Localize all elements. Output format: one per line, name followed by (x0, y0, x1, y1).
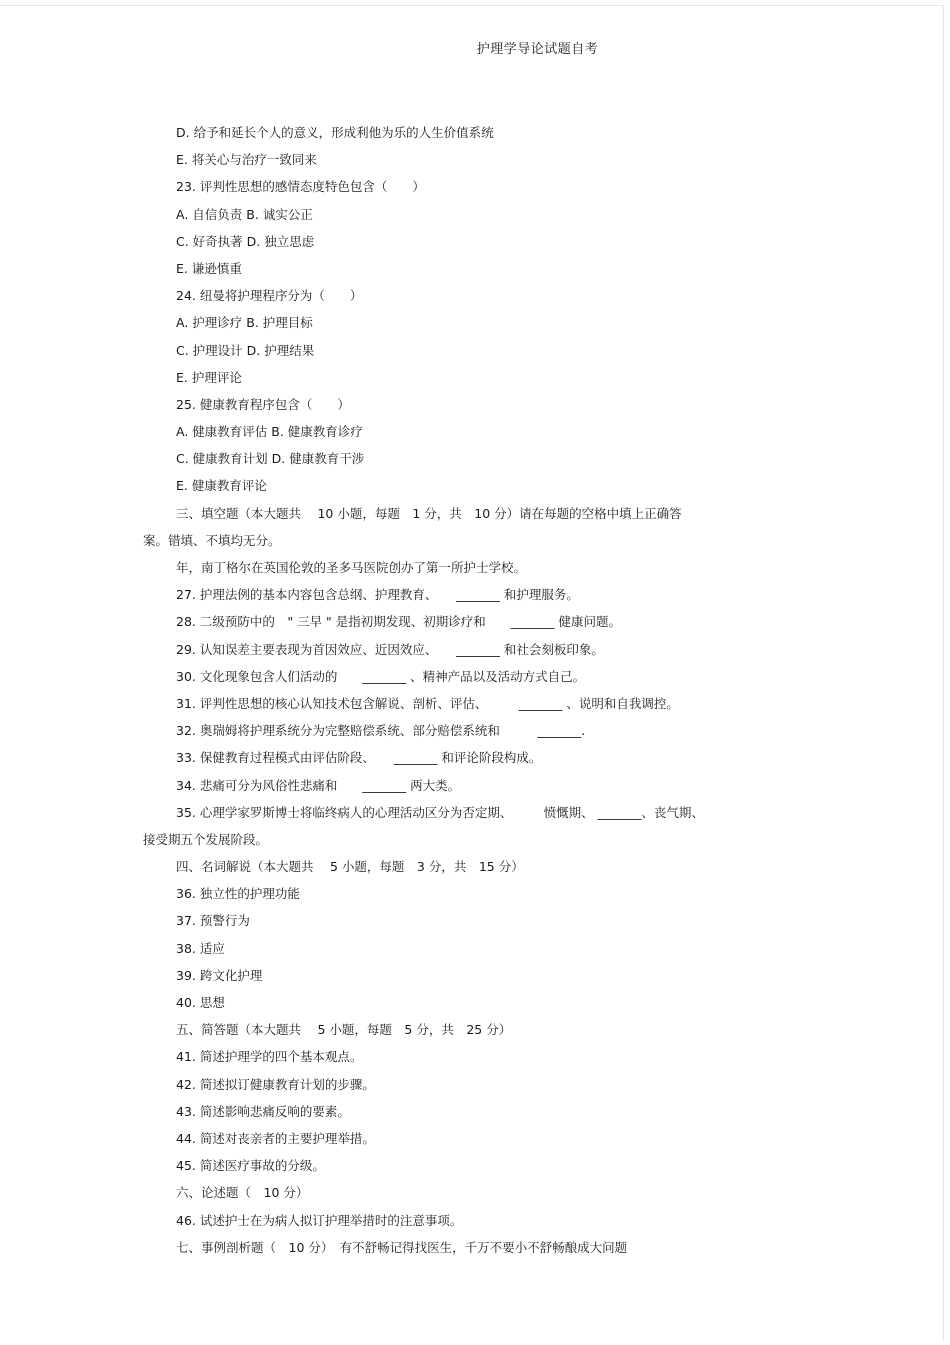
text-line: E. 健康教育评论 (176, 478, 267, 494)
text-line: 30. 文化现象包含人们活动的 _______ 、精神产品以及活动方式自己。 (176, 668, 586, 684)
document-body (143, 119, 783, 1261)
text-line: D. 给予和延长个人的意义，形成利他为乐的人生价值系统 (176, 125, 494, 140)
text-line: 37. 预警行为 (176, 913, 250, 929)
text-line: 四、名词解说（本大题共 5 小题，每题 3 分，共 15 分） (176, 859, 524, 875)
text-line: 年，南丁格尔在英国伦敦的圣多马医院创办了第一所护士学校。 (176, 560, 527, 575)
text-line: 45. 简述医疗事故的分级。 (176, 1158, 325, 1174)
text-line: 39. 跨文化护理 (176, 967, 263, 983)
page-header-title: 护理学导论试题自考 (476, 42, 599, 57)
text-line: 40. 思想 (176, 995, 225, 1010)
text-line: 31. 评判性思想的核心认知技术包含解说、剖析、评估、 _______ 、说明和自我调控。 (176, 695, 679, 711)
text-line: 38. 适应 (176, 940, 225, 956)
text-line: 三、填空题（本大题共 10 小题，每题 1 分，共 10 分）请在每题的空格中填上正确答 (176, 505, 682, 521)
text-line: 42. 简述拟订健康教育计划的步骤。 (176, 1076, 375, 1092)
text-line: 29. 认知误差主要表现为首因效应、近因效应、 _______ 和社会刻板印象。 (176, 641, 604, 657)
text-line: C. 护理设计 D. 护理结果 (176, 342, 315, 358)
text-line: 24. 纽曼将护理程序分为（ ） (176, 288, 363, 304)
text-line: A. 健康教育评估 B. 健康教育诊疗 (176, 424, 363, 440)
text-line: A. 护理诊疗 B. 护理目标 (176, 315, 313, 331)
text-line: 27. 护理法例的基本内容包含总纲、护理教育、 _______ 和护理服务。 (176, 587, 579, 603)
text-line: 五、简答题（本大题共 5 小题，每题 5 分，共 25 分） (176, 1022, 512, 1038)
text-line: 28. 二级预防中的 " 三早 " 是指初期发现、初期诊疗和 _______ 健康问题。 (176, 614, 621, 630)
text-line: 六、论述题（ 10 分） (176, 1185, 309, 1201)
text-line: C. 健康教育计划 D. 健康教育干涉 (176, 451, 365, 467)
text-line: 案。错填、不填均无分。 (143, 532, 281, 548)
text-line: 33. 保健教育过程模式由评估阶段、 _______ 和评论阶段构成。 (176, 750, 542, 766)
text-line: 43. 简述影响悲痛反响的要素。 (176, 1103, 350, 1119)
text-line: 35. 心理学家罗斯博士将临终病人的心理活动区分为否定期、 愤慨期、 _______、丧气期、 (176, 804, 704, 820)
text-line: 25. 健康教育程序包含（ ） (176, 396, 350, 412)
text-line: E. 将关心与治疗一致同来 (176, 152, 317, 168)
text-line: 36. 独立性的护理功能 (176, 886, 300, 902)
text-line: 44. 简述对丧亲者的主要护理举措。 (176, 1130, 375, 1146)
text-line: A. 自信负责 B. 诚实公正 (176, 206, 313, 222)
text-line: 23. 评判性思想的感情态度特色包含（ ） (176, 179, 425, 195)
text-line: 34. 悲痛可分为风俗性悲痛和 _______ 两大类。 (176, 777, 461, 793)
text-line: 接受期五个发展阶段。 (143, 831, 269, 847)
text-line: 32. 奥瑞姆将护理系统分为完整赔偿系统、部分赔偿系统和 _______. (176, 723, 586, 739)
text-line: E. 谦逊慎重 (176, 260, 242, 276)
text-line: E. 护理评论 (176, 369, 242, 385)
text-line: 41. 简述护理学的四个基本观点。 (176, 1049, 363, 1065)
text-line: 46. 试述护士在为病人拟订护理举措时的注意事项。 (176, 1212, 463, 1228)
text-line: C. 好奇执著 D. 独立思虑 (176, 233, 315, 249)
text-line: 七、事例剖析题（ 10 分） 有不舒畅记得找医生，千万不要小不舒畅酿成大问题 (176, 1239, 628, 1255)
